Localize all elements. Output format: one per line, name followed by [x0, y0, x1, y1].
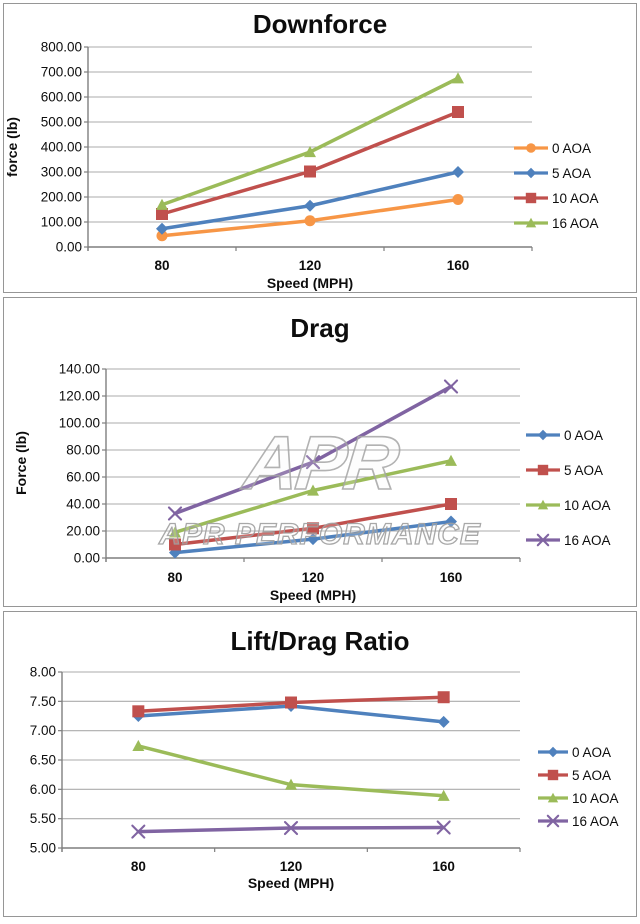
x-axis-title: Speed (MPH): [269, 587, 357, 603]
legend-label: 16 AOA: [552, 215, 599, 231]
marker-10-aoa-160: [452, 106, 464, 118]
x-axis-title: Speed (MPH): [247, 875, 335, 891]
y-tick-label: 6.50: [29, 752, 56, 768]
y-tick-label: 100.00: [40, 214, 82, 230]
y-tick-label: 800.00: [40, 39, 82, 55]
y-tick-label: 300.00: [40, 164, 82, 180]
legend-marker-0-aoa: [548, 747, 558, 757]
legend-label: 0 AOA: [572, 744, 612, 760]
legend-label: 10 AOA: [564, 497, 611, 513]
series-line-10-aoa: [162, 112, 458, 214]
legend-item-10-aoa: [538, 791, 619, 806]
apr-performance-watermark-text: APR PERFORMANCE: [159, 518, 481, 551]
y-tick-label: 400.00: [40, 139, 82, 155]
y-tick-label: 500.00: [40, 114, 82, 130]
marker-10-aoa-120: [304, 166, 316, 178]
y-axis-title: Force (lb): [13, 431, 29, 495]
marker-0-aoa-160: [452, 194, 463, 205]
y-tick-label: 0.00: [55, 239, 82, 255]
legend-marker-5-aoa: [538, 465, 548, 475]
downforce-chart-canvas: [4, 4, 636, 291]
y-tick-label: 0.00: [73, 550, 100, 566]
legend-label: 0 AOA: [564, 427, 604, 443]
legend-marker-5-aoa: [526, 168, 536, 178]
marker-5-aoa-120: [304, 200, 316, 212]
legend-label: 16 AOA: [572, 813, 619, 829]
y-tick-label: 8.00: [29, 664, 56, 680]
legend-label: 5 AOA: [552, 165, 592, 181]
y-tick-label: 80.00: [66, 442, 100, 458]
marker-16-aoa-160: [445, 381, 457, 393]
legend-item-5-aoa: [526, 463, 603, 478]
drag-chart-panel: [3, 297, 637, 607]
y-tick-label: 60.00: [66, 469, 100, 485]
marker-0-aoa-160: [445, 516, 457, 528]
x-tick-label: 160: [439, 570, 463, 585]
y-tick-label: 5.50: [29, 811, 56, 827]
y-tick-label: 20.00: [66, 523, 100, 539]
marker-5-aoa-120: [285, 697, 297, 709]
lift-drag-ratio-chart-title: Lift/Drag Ratio: [230, 626, 410, 656]
legend-item-5-aoa: [514, 166, 591, 181]
y-tick-label: 6.00: [29, 781, 56, 797]
downforce-chart-panel: [3, 3, 637, 293]
legend-label: 16 AOA: [564, 532, 611, 548]
legend-marker-0-aoa: [526, 143, 536, 153]
legend-label: 10 AOA: [552, 190, 599, 206]
y-tick-label: 7.50: [29, 693, 56, 709]
marker-0-aoa-120: [307, 533, 319, 545]
x-tick-label: 120: [279, 859, 303, 874]
legend-item-16-aoa: [526, 533, 611, 548]
lift-drag-ratio-chart-canvas: [4, 612, 636, 915]
legend-marker-10-aoa: [526, 193, 536, 203]
legend-item-0-aoa: [514, 141, 591, 156]
x-tick-label: 120: [298, 258, 322, 273]
x-tick-label: 120: [301, 570, 325, 585]
y-tick-label: 140.00: [58, 361, 100, 377]
legend: [514, 141, 599, 231]
y-tick-label: 700.00: [40, 64, 82, 80]
legend-label: 10 AOA: [572, 790, 619, 806]
x-tick-label: 80: [130, 859, 146, 874]
legend-marker-0-aoa: [538, 430, 548, 440]
marker-5-aoa-80: [169, 539, 181, 551]
y-tick-label: 120.00: [58, 388, 100, 404]
drag-chart-canvas: [4, 298, 636, 605]
legend-item-5-aoa: [538, 768, 611, 783]
x-tick-label: 160: [446, 258, 470, 273]
marker-0-aoa-120: [304, 215, 315, 226]
y-tick-label: 5.00: [29, 840, 56, 856]
legend-item-0-aoa: [538, 745, 611, 760]
legend-label: 5 AOA: [572, 767, 612, 783]
legend-item-16-aoa: [538, 814, 619, 829]
y-tick-label: 100.00: [58, 415, 100, 431]
legend-marker-5-aoa: [548, 770, 558, 780]
marker-5-aoa-120: [307, 522, 319, 534]
marker-5-aoa-80: [132, 705, 144, 717]
drag-chart-title: Drag: [290, 313, 350, 343]
legend: [538, 745, 619, 829]
apr-performance-logo: APR: [239, 421, 401, 506]
marker-5-aoa-160: [438, 691, 450, 703]
legend-label: 0 AOA: [552, 140, 592, 156]
marker-5-aoa-160: [452, 166, 464, 178]
y-tick-label: 200.00: [40, 189, 82, 205]
x-tick-label: 80: [167, 570, 183, 585]
legend-item-16-aoa: [514, 216, 599, 231]
y-tick-label: 40.00: [66, 496, 100, 512]
legend-item-0-aoa: [526, 428, 603, 443]
lift-drag-ratio-chart-panel: [3, 611, 637, 917]
y-tick-label: 600.00: [40, 89, 82, 105]
legend: [526, 428, 611, 548]
x-tick-label: 80: [154, 258, 170, 273]
marker-16-aoa-160: [452, 72, 464, 83]
legend-item-10-aoa: [526, 498, 611, 513]
legend-label: 5 AOA: [564, 462, 604, 478]
marker-0-aoa-160: [438, 716, 450, 728]
downforce-chart-title: Downforce: [252, 9, 388, 39]
y-axis-title: force (lb): [4, 117, 20, 177]
legend-item-10-aoa: [514, 191, 599, 206]
x-tick-label: 160: [432, 859, 455, 874]
marker-5-aoa-160: [445, 498, 457, 510]
y-tick-label: 7.00: [29, 723, 56, 739]
x-axis-title: Speed (MPH): [266, 275, 354, 291]
